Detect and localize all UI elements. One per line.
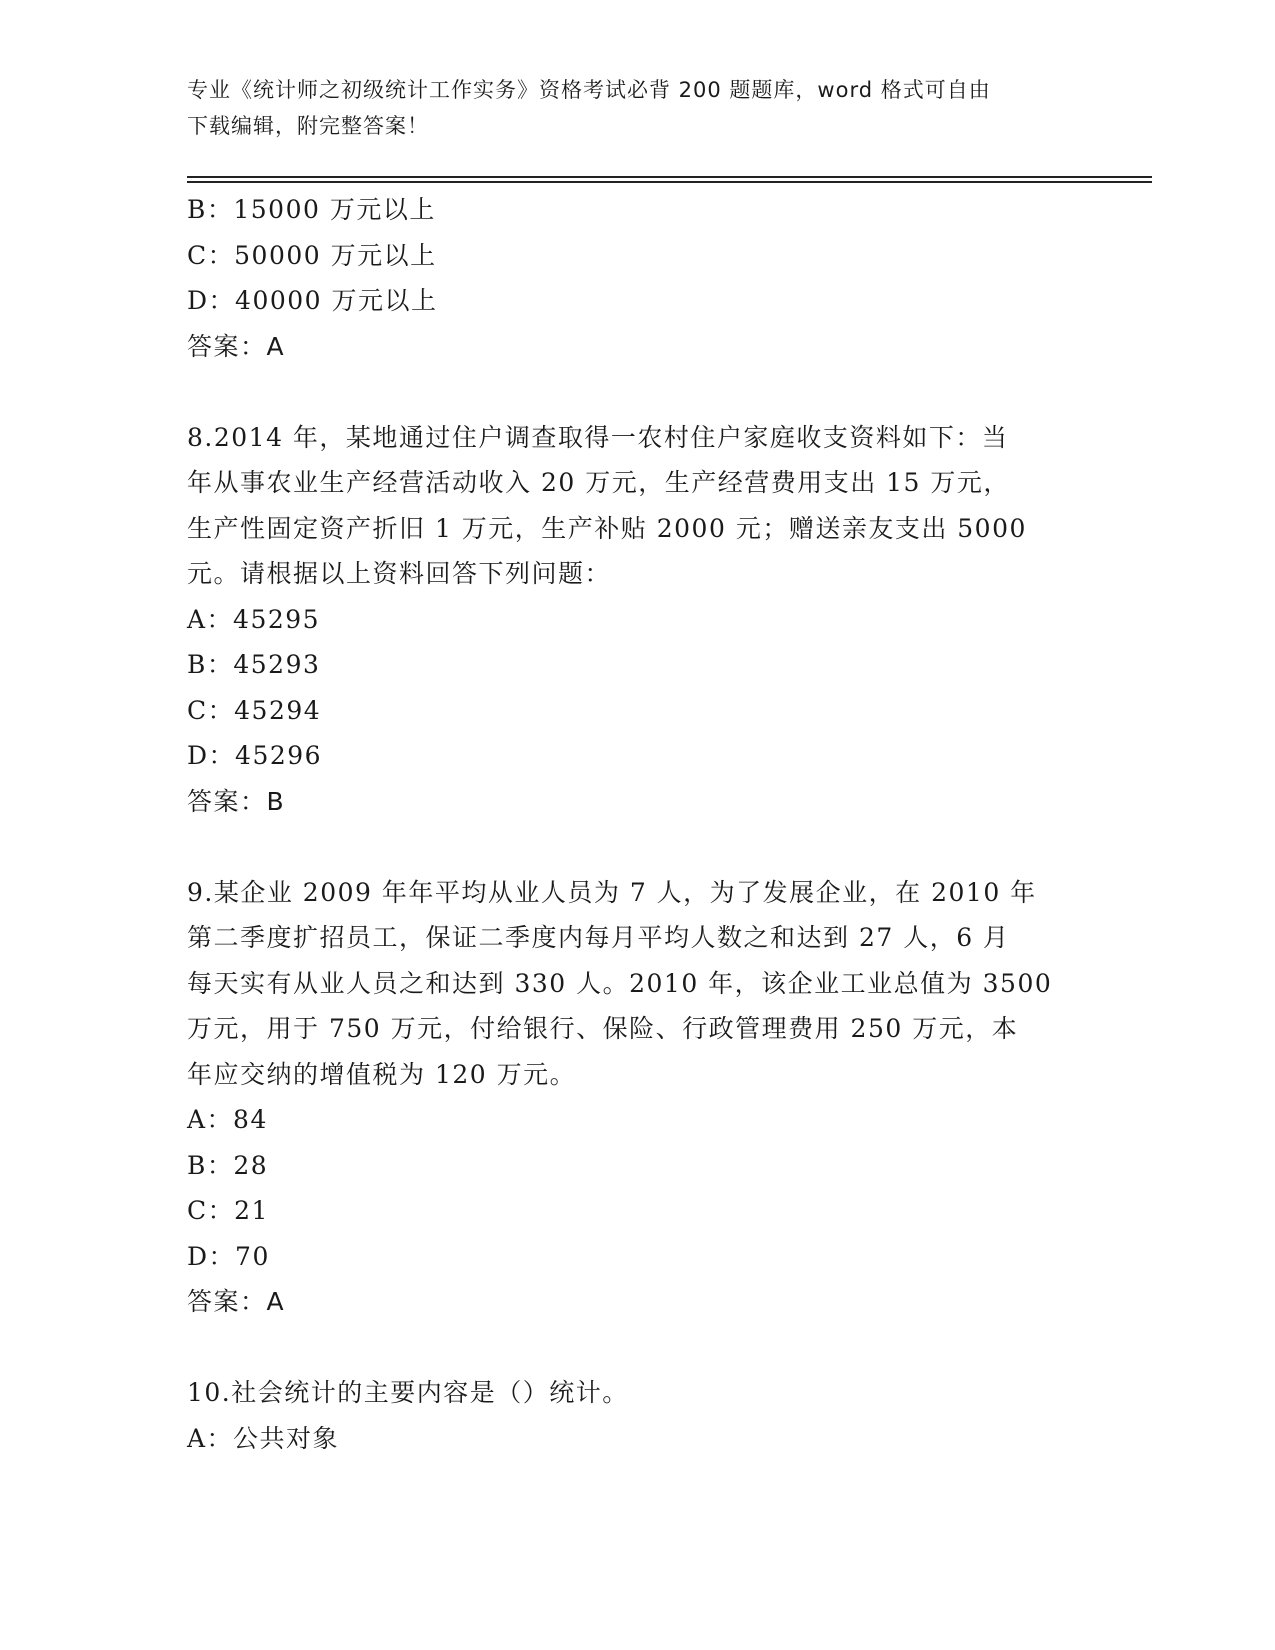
stem-line: 第二季度扩招员工，保证二季度内每月平均人数之和达到 27 人，6 月 — [187, 923, 1010, 952]
header-line: 专业《统计师之初级统计工作实务》资格考试必背 200 题题库，word 格式可自由 — [187, 78, 991, 102]
question-10 — [187, 1370, 1067, 1461]
spacer — [187, 1325, 1067, 1371]
option-c: C：50000 万元以上 — [187, 240, 437, 270]
question-7-tail — [187, 187, 1067, 369]
option-b: B：45293 — [187, 650, 321, 679]
question-stem — [187, 870, 1067, 1098]
option-a: A：84 — [187, 1105, 268, 1134]
header-rule-top — [187, 176, 1152, 178]
option-a: A：公共对象 — [187, 1423, 340, 1453]
stem-line: 年从事农业生产经营活动收入 20 万元，生产经营费用支出 15 万元， — [187, 468, 1010, 497]
option-c: C：45294 — [187, 695, 322, 725]
answer-line: 答案：B — [187, 786, 286, 816]
stem-line: 9.某企业 2009 年年平均从业人员为 7 人，为了发展企业，在 2010 年 — [187, 877, 1037, 907]
answer-line: 答案：A — [187, 1287, 286, 1316]
stem-line: 10.社会统计的主要内容是（）统计。 — [187, 1378, 629, 1407]
option-d: D：40000 万元以上 — [187, 286, 438, 315]
header-line: 下载编辑，附完整答案！ — [187, 114, 429, 138]
document-header — [187, 72, 1067, 144]
option-c: C：21 — [187, 1196, 269, 1225]
question-stem — [187, 415, 1067, 597]
question-stem — [187, 1370, 1067, 1416]
stem-line: 万元，用于 750 万元，付给银行、保险、行政管理费用 250 万元，本 — [187, 1014, 1019, 1043]
question-8 — [187, 415, 1067, 825]
stem-line: 生产性固定资产折旧 1 万元，生产补贴 2000 元；赠送亲友支出 5000 — [187, 513, 1027, 543]
option-d: D：70 — [187, 1241, 270, 1271]
header-rule-bottom — [187, 181, 1152, 183]
stem-line: 每天实有从业人员之和达到 330 人。2010 年，该企业工业总值为 3500 — [187, 968, 1053, 998]
stem-line: 8.2014 年，某地通过住户调查取得一农村住户家庭收支资料如下：当 — [187, 422, 1009, 452]
stem-line: 元。请根据以上资料回答下列问题： — [187, 559, 612, 588]
option-d: D：45296 — [187, 741, 323, 770]
stem-line: 年应交纳的增值税为 120 万元。 — [187, 1059, 577, 1089]
option-a: A：45295 — [187, 604, 321, 634]
document-body — [187, 187, 1067, 1461]
option-b: B：28 — [187, 1150, 269, 1180]
spacer — [187, 824, 1067, 870]
question-9 — [187, 870, 1067, 1325]
option-b: B：15000 万元以上 — [187, 195, 436, 224]
spacer — [187, 369, 1067, 415]
answer-line: 答案：A — [187, 331, 286, 361]
